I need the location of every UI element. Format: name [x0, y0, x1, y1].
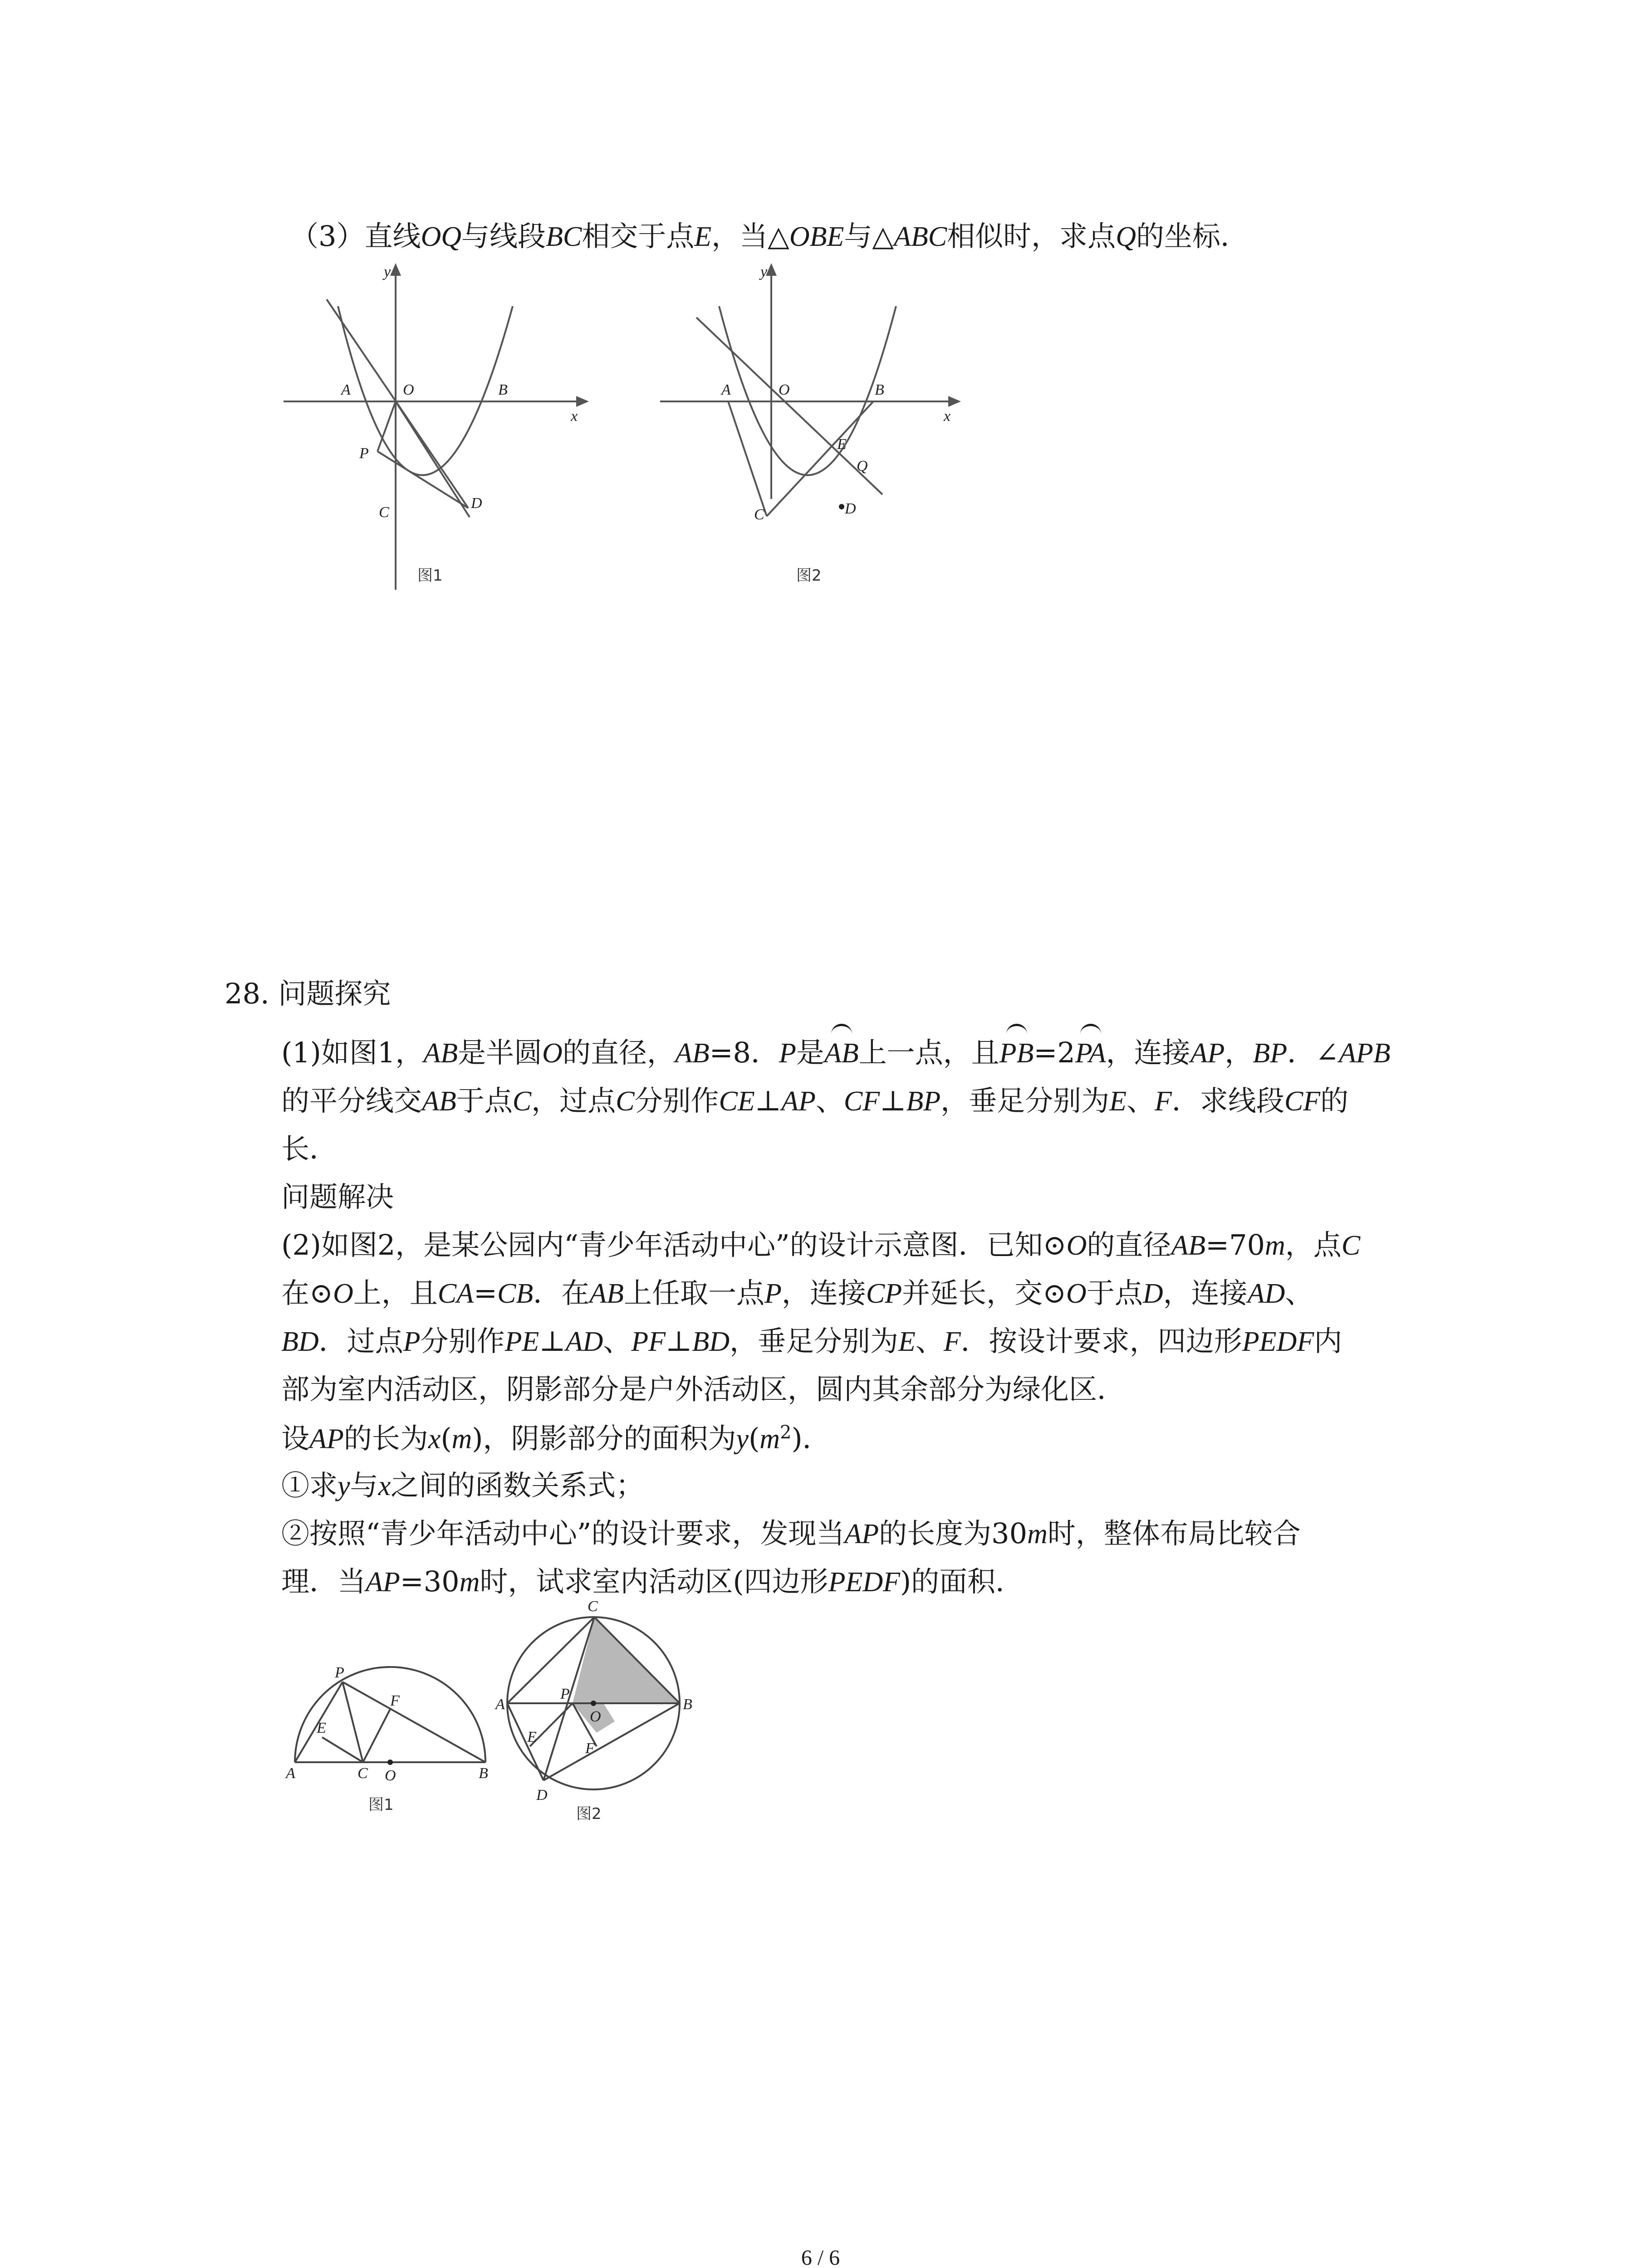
segment-op: [377, 401, 396, 451]
text-run: 的直径，: [562, 1036, 675, 1069]
math-variable: m: [759, 1423, 780, 1455]
label-c: C: [754, 506, 764, 523]
math-variable: CB: [497, 1278, 534, 1309]
math-variable: AB: [422, 1086, 456, 1117]
label-b: B: [683, 1696, 692, 1713]
math-variable: OBE: [789, 221, 844, 252]
q28-line-13: [281, 1565, 1024, 1598]
text-run: )的面积．: [900, 1565, 1024, 1598]
math-variable: P: [779, 1038, 796, 1069]
label-x: x: [571, 408, 578, 425]
math-variable: x: [378, 1471, 391, 1501]
x-axis-arrow: [948, 396, 961, 407]
label-d: D: [845, 500, 856, 517]
label-a: A: [721, 381, 731, 398]
math-variable: P: [403, 1326, 421, 1357]
label-o: O: [590, 1708, 601, 1725]
text-run: ，连接: [1163, 1276, 1248, 1310]
math-variable: Q: [1116, 221, 1136, 252]
math-variable: CF: [1284, 1086, 1321, 1117]
text-run: ．过点: [318, 1325, 403, 1358]
point-d: [839, 504, 844, 509]
math-variable: AP: [366, 1567, 400, 1598]
math-variable: AB: [589, 1278, 624, 1309]
text-run: 于点: [456, 1084, 513, 1117]
segment-pd: [377, 451, 468, 508]
q27-figure-1: [281, 263, 599, 599]
label-q: Q: [857, 458, 868, 474]
text-run: 、: [1127, 1084, 1155, 1117]
math-variable: ABC: [894, 221, 947, 252]
text-run: 与: [350, 1469, 378, 1502]
text-run: ⊥: [539, 1325, 566, 1358]
text-run: 的长度为30: [879, 1517, 1028, 1550]
text-run: ，当△: [711, 220, 789, 253]
x-axis-arrow: [576, 396, 589, 407]
math-variable: y: [736, 1423, 749, 1455]
label-c: C: [379, 504, 389, 521]
q28-line-5: [281, 1180, 394, 1213]
math-variable: AD: [565, 1326, 603, 1357]
text-run: 理．当: [281, 1565, 366, 1598]
label-f: F: [390, 1692, 400, 1709]
text-run: ，垂足分别为: [941, 1084, 1110, 1117]
math-variable: C: [616, 1086, 635, 1117]
text-run: 、: [915, 1325, 944, 1358]
y-axis-arrow: [390, 263, 401, 276]
text-run: 28. 问题探究: [225, 977, 391, 1010]
math-variable: PF: [631, 1326, 666, 1357]
text-run: ，: [1225, 1036, 1253, 1069]
label-x: x: [944, 408, 951, 425]
text-run: (1)如图1，: [281, 1036, 424, 1069]
text-run: 、: [1285, 1276, 1313, 1310]
q28-figure-1: [281, 1642, 499, 1823]
label-p: P: [359, 445, 369, 462]
text-run: ．∠: [1287, 1036, 1339, 1069]
math-variable: BD: [692, 1326, 730, 1357]
text-run: 上一点，且: [858, 1036, 999, 1069]
text-run: ①求: [281, 1469, 338, 1502]
text-run: 分别作: [634, 1084, 719, 1117]
text-run: （3）直线: [290, 220, 421, 253]
text-run: 是半圆: [458, 1036, 543, 1069]
math-variable: AP: [781, 1086, 816, 1117]
q27-part3-text: [290, 222, 1249, 251]
q28-line-12: [281, 1517, 1301, 1550]
parabola: [719, 306, 896, 475]
math-variable: CF: [843, 1086, 880, 1117]
text-run: 长．: [281, 1132, 338, 1165]
text-run: ．求线段: [1171, 1084, 1284, 1117]
text-run: 上，且: [353, 1276, 438, 1310]
page-number: 6 / 6: [801, 2246, 840, 2268]
label-b: B: [479, 1765, 488, 1782]
caption: 图1: [368, 1796, 394, 1814]
text-run: ，连接: [781, 1276, 866, 1310]
math-variable: F: [1155, 1086, 1172, 1117]
math-variable: D: [1142, 1278, 1163, 1309]
math-variable: AB: [675, 1038, 710, 1069]
text-run: (: [441, 1422, 452, 1455]
label-p: P: [335, 1664, 344, 1681]
math-variable: m: [1027, 1519, 1048, 1549]
q28-line-9: [281, 1373, 1126, 1406]
label-a: A: [286, 1765, 295, 1782]
label-o: O: [779, 381, 790, 398]
center-o: [591, 1701, 596, 1706]
q28-line-11: [281, 1471, 644, 1500]
label-e: E: [527, 1729, 537, 1745]
math-variable: PEDF: [828, 1567, 900, 1598]
math-variable: CA: [437, 1278, 474, 1309]
label-b: B: [498, 381, 508, 398]
text-run: 相交于点: [582, 220, 695, 253]
label-a: A: [341, 381, 351, 398]
caption: 图1: [417, 567, 443, 585]
text-run: =: [473, 1276, 497, 1310]
text-run: ⊥: [666, 1325, 692, 1358]
label-e: E: [317, 1720, 326, 1736]
text-run: (2)如图2，是某公园内“青少年活动中心”的设计示意图．已知⊙: [281, 1228, 1067, 1261]
math-variable: O: [333, 1278, 353, 1309]
text-run: 的直径: [1087, 1228, 1171, 1261]
math-variable: BP: [906, 1086, 941, 1117]
math-variable: AB: [1171, 1230, 1206, 1261]
text-run: ．按设计要求，四边形: [960, 1325, 1242, 1358]
math-variable: C: [1341, 1230, 1361, 1261]
q28-line-1: [225, 977, 391, 1010]
label-d: D: [471, 495, 482, 512]
math-variable: O: [1066, 1230, 1087, 1261]
q28-line-8: [281, 1327, 1342, 1356]
shaded-region-triangle: [573, 1617, 678, 1703]
caption: 图2: [796, 567, 822, 585]
caption: 图2: [576, 1805, 602, 1823]
math-variable: m: [451, 1423, 472, 1455]
text-run: ，过点: [531, 1084, 616, 1117]
text-run: 问题解决: [281, 1180, 394, 1213]
text-run: )．: [791, 1422, 831, 1455]
q28-line-4: [281, 1132, 338, 1165]
text-run: ．在: [533, 1276, 590, 1310]
y-axis-arrow: [766, 263, 777, 276]
math-variable: PE: [505, 1326, 539, 1357]
text-run: (: [749, 1422, 760, 1455]
segment-cf: [363, 1709, 390, 1762]
text-run: ，连接: [1106, 1036, 1190, 1069]
text-run: 内: [1314, 1325, 1342, 1358]
label-o: O: [403, 381, 414, 398]
segment-ad: [507, 1703, 544, 1780]
text-run: 上任取一点: [623, 1276, 764, 1310]
label-d: D: [536, 1787, 548, 1804]
math-variable: AP: [1190, 1038, 1225, 1069]
arc-notation: PA: [1075, 1038, 1106, 1069]
label-c: C: [358, 1765, 368, 1782]
q28-figure-2: [495, 1597, 703, 1823]
text-run: 在⊙: [281, 1276, 333, 1310]
math-variable: OQ: [421, 221, 462, 252]
text-run: 的平分线交: [281, 1084, 422, 1117]
math-variable: BC: [546, 221, 582, 252]
math-variable: AD: [1247, 1278, 1285, 1309]
text-run: 之间的函数关系式；: [391, 1469, 644, 1502]
q28-line-3: [281, 1084, 1349, 1117]
math-variable: P: [764, 1278, 782, 1309]
text-run: =70: [1205, 1228, 1265, 1261]
text-run: 设: [281, 1422, 310, 1455]
q27-figure-2: [658, 263, 975, 599]
math-variable: AB: [423, 1038, 458, 1069]
text-run: 于点: [1086, 1276, 1143, 1310]
arc-notation: PB: [999, 1038, 1034, 1069]
segment-pc: [343, 1682, 363, 1762]
label-e: E: [837, 436, 847, 453]
math-variable: C: [512, 1086, 532, 1117]
text-run: ②按照“青少年活动中心”的设计要求，发现当: [281, 1517, 845, 1550]
text-run: =2: [1034, 1036, 1075, 1069]
math-variable: BP: [1253, 1038, 1288, 1069]
math-variable: y: [338, 1471, 350, 1501]
text-run: 分别作: [420, 1325, 505, 1358]
text-run: =30: [400, 1565, 460, 1598]
text-run: 是: [796, 1036, 824, 1069]
line-od: [396, 401, 470, 517]
label-o: O: [385, 1767, 396, 1784]
text-run: )，阴影部分的面积为: [472, 1422, 736, 1455]
math-variable: O: [1066, 1278, 1087, 1309]
label-p: P: [560, 1686, 570, 1702]
math-variable: m: [1265, 1230, 1285, 1261]
label-b: B: [875, 381, 884, 398]
text-run: 相似时，求点: [947, 220, 1116, 253]
math-variable: E: [1109, 1086, 1127, 1117]
segment-ac: [728, 401, 767, 516]
label-y: y: [384, 264, 391, 280]
math-variable: E: [694, 221, 712, 252]
label-a: A: [495, 1696, 505, 1713]
math-variable: m: [459, 1567, 480, 1598]
math-variable: x: [428, 1423, 441, 1455]
math-variable: PEDF: [1242, 1326, 1314, 1357]
text-run: 的长为: [343, 1422, 428, 1455]
q28-line-7: [281, 1276, 1313, 1310]
text-run: 2: [780, 1422, 792, 1443]
math-variable: CE: [719, 1086, 755, 1117]
text-run: ⊥: [754, 1084, 782, 1117]
q28-line-10: [281, 1423, 831, 1453]
text-run: ⊥: [880, 1084, 906, 1117]
text-run: 的: [1320, 1084, 1349, 1117]
q28-line-2: [281, 1036, 1391, 1069]
math-variable: O: [542, 1038, 563, 1069]
math-variable: AP: [844, 1519, 879, 1549]
label-y: y: [760, 264, 768, 280]
text-run: 部为室内活动区，阴影部分是户外活动区，圆内其余部分为绿化区．: [281, 1373, 1126, 1406]
text-run: 与△: [844, 220, 894, 253]
text-run: 、: [603, 1325, 632, 1358]
label-f: F: [585, 1740, 595, 1757]
text-run: =8．: [709, 1036, 779, 1069]
math-variable: CP: [866, 1278, 902, 1309]
math-variable: APB: [1339, 1038, 1391, 1069]
text-run: ，点: [1285, 1228, 1342, 1261]
arc-notation: AB: [824, 1038, 859, 1069]
text-run: 、: [815, 1084, 844, 1117]
text-run: 的坐标．: [1136, 220, 1249, 253]
math-variable: F: [943, 1326, 961, 1357]
segment-pb: [343, 1682, 485, 1762]
math-variable: BD: [281, 1326, 319, 1357]
text-run: ，垂足分别为: [730, 1325, 899, 1358]
math-variable: E: [898, 1326, 916, 1357]
center-o: [387, 1760, 393, 1765]
text-run: 并延长，交⊙: [902, 1276, 1067, 1310]
text-run: 与线段: [461, 220, 546, 253]
math-variable: AP: [309, 1423, 344, 1455]
text-run: 时，试求室内活动区(四边形: [480, 1565, 828, 1598]
q28-line-6: [281, 1228, 1361, 1261]
text-run: 时，整体布局比较合: [1047, 1517, 1301, 1550]
label-c: C: [588, 1598, 598, 1615]
